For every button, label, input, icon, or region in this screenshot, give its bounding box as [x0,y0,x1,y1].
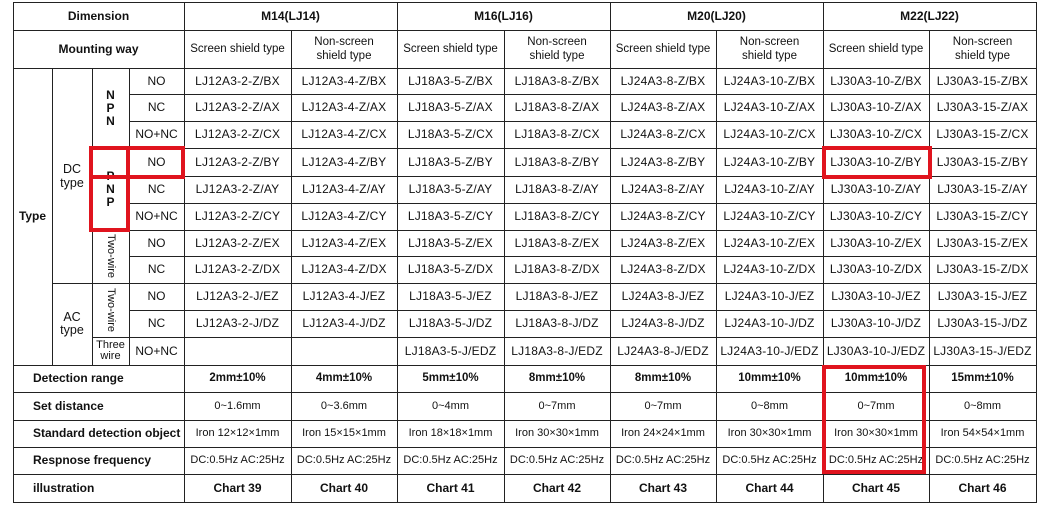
spec-value: DC:0.5Hz AC:25Hz [509,454,605,466]
spec-label: Detection range [33,371,124,385]
pnp-label-letter: P [106,194,115,209]
table-rule [929,30,930,503]
model-cell: LJ12A3-2-J/EZ [196,289,279,303]
model-cell: LJ18A3-5-J/EZ [409,289,492,303]
spec-value: 0~4mm [432,399,469,412]
model-cell: LJ12A3-4-Z/CY [301,209,387,223]
pnp-label-letter: N [106,181,115,196]
spec-value: Iron 18×18×1mm [408,427,493,439]
non-screen-shield-header: Non-screen shield type [527,36,587,62]
spec-value: Iron 15×15×1mm [302,427,386,439]
highlight-specs [822,365,926,474]
model-cell: LJ18A3-8-J/EDZ [511,343,603,358]
output-type-cell: NO [147,289,166,303]
spec-value: Iron 30×30×1mm [834,427,918,439]
model-cell: LJ24A3-10-Z/BY [723,154,816,169]
spec-value: 10mm±10% [738,372,801,384]
model-cell: LJ12A3-2-Z/BY [195,154,280,169]
model-cell: LJ18A3-8-Z/BX [514,73,600,88]
output-type-cell: NC [147,182,166,196]
model-cell: LJ30A3-10-J/DZ [830,316,922,330]
model-cell: LJ12A3-4-J/EZ [302,289,386,303]
model-cell: LJ12A3-4-J/DZ [302,316,386,330]
chart-link: Chart 46 [958,480,1007,495]
output-type-cell: NO [147,73,166,88]
model-cell: LJ18A3-5-Z/BX [408,73,493,88]
model-cell: LJ18A3-8-J/EZ [515,289,599,303]
spec-value: 8mm±10% [634,372,692,384]
dc-type-label: DC type [60,161,84,190]
spec-value: 10mm±10% [844,372,908,384]
model-cell: LJ18A3-5-Z/EX [408,235,493,250]
table-rule [129,256,1037,257]
non-screen-shield-header: Non-screen shield type [952,36,1013,62]
table-rule [129,94,1037,95]
model-cell [184,337,291,365]
model-cell: LJ18A3-8-Z/BY [514,154,600,169]
spec-value: Iron 30×30×1mm [727,427,812,439]
table-rule [129,203,1037,204]
model-cell: LJ18A3-8-Z/CY [514,209,600,223]
model-cell: LJ30A3-10-Z/AX [830,100,922,114]
model-cell: LJ12A3-2-Z/AX [195,100,280,114]
size-header: M20(LJ20) [687,8,746,23]
output-type-cell: NC [147,262,166,276]
ac-type-label: AC type [60,310,84,337]
two-wire-label-ac: Two-wire [105,287,117,332]
table-rule [504,30,505,503]
model-cell: LJ30A3-15-Z/BY [936,154,1029,169]
model-cell: LJ30A3-10-Z/BX [830,73,922,88]
dimension-header: Dimension [67,8,130,23]
model-cell: LJ12A3-2-Z/CY [194,209,281,223]
model-cell: LJ12A3-4-Z/CX [301,127,387,141]
model-cell: LJ18A3-5-Z/AX [408,100,493,114]
spec-label: Standard detection object [33,426,181,440]
table-rule [129,310,1037,311]
chart-link: Chart 44 [745,480,794,495]
model-cell: LJ12A3-2-Z/AY [195,182,280,196]
model-cell: LJ30A3-15-Z/AX [936,100,1029,114]
table-rule [13,474,1037,475]
model-cell: LJ24A3-8-Z/CY [620,209,706,223]
table-rule [397,2,398,503]
table-rule [129,337,1037,338]
spec-value: 0~8mm [964,399,1001,412]
model-cell: LJ24A3-10-Z/CX [723,127,816,141]
output-type-cell: NO [147,154,166,169]
model-cell: LJ18A3-8-J/DZ [515,316,599,330]
table-rule [610,2,611,503]
model-cell: LJ30A3-15-Z/CY [936,209,1029,223]
model-cell: LJ18A3-8-Z/EX [514,235,600,250]
model-cell: LJ18A3-5-Z/CX [407,127,494,141]
spec-value: DC:0.5Hz AC:25Hz [828,454,924,466]
table-rule [13,2,1037,3]
model-cell: LJ24A3-10-J/EZ [724,289,815,303]
model-cell: LJ18A3-5-J/EDZ [404,343,497,358]
model-cell: LJ24A3-8-Z/CX [620,127,706,141]
spec-value: Iron 24×24×1mm [621,427,705,439]
model-cell: LJ24A3-10-J/DZ [724,316,815,330]
table-rule [129,121,1037,122]
spec-value: DC:0.5Hz AC:25Hz [615,454,711,466]
model-cell: LJ18A3-8-Z/AY [515,182,599,196]
spec-value: Iron 12×12×1mm [195,427,280,439]
table-rule [291,30,292,503]
chart-link: Chart 42 [532,480,582,495]
spec-label: Respnose frequency [33,453,152,467]
npn-label-letter: N [106,113,115,128]
model-cell: LJ30A3-15-Z/EX [936,235,1029,250]
model-cell: LJ18A3-5-Z/CY [407,209,494,223]
model-cell [291,337,397,365]
npn-label-letter: N [106,87,115,102]
spec-value: 0~8mm [751,399,788,412]
spec-label: Set distance [33,398,104,413]
chart-link: Chart 45 [851,480,901,495]
model-cell: LJ24A3-8-Z/BX [620,73,706,88]
table-rule [13,502,1037,503]
model-cell: LJ12A3-2-Z/DX [194,262,281,276]
spec-value: 5mm±10% [422,372,479,384]
table-rule [52,68,53,366]
spec-value: 2mm±10% [209,372,266,384]
npn-label-letter: P [106,100,115,115]
spec-value: 0~7mm [644,399,682,412]
size-header: M22(LJ22) [900,8,959,23]
model-cell: LJ12A3-4-Z/BX [301,73,387,88]
model-cell: LJ24A3-8-Z/AX [620,100,706,114]
output-type-cell: NO+NC [135,127,178,141]
model-cell: LJ24A3-8-Z/DX [620,262,706,276]
table-rule [13,30,1037,31]
type-label: Type [18,209,47,223]
size-header: M16(LJ16) [474,8,533,23]
spec-label: illustration [33,480,95,495]
model-cell: LJ30A3-15-J/EDZ [933,343,1032,358]
model-cell: LJ30A3-15-J/EZ [937,289,1028,303]
table-rule [52,283,130,284]
spec-value: DC:0.5Hz AC:25Hz [190,454,285,466]
model-cell: LJ12A3-4-Z/DX [301,262,387,276]
model-cell: LJ30A3-10-Z/BY [830,154,922,169]
output-type-cell: NC [147,316,166,330]
model-cell: LJ30A3-15-Z/CX [936,127,1029,141]
model-cell: LJ18A3-5-Z/AY [408,182,493,196]
pnp-label-letter: P [106,168,115,183]
model-cell: LJ24A3-8-J/EDZ [617,343,709,358]
table-rule [92,337,130,338]
model-cell: LJ24A3-10-Z/AX [723,100,816,114]
model-cell: LJ18A3-5-J/DZ [408,316,493,330]
table-rule [716,30,717,503]
chart-link: Chart 40 [319,480,369,495]
spec-value: DC:0.5Hz AC:25Hz [403,454,498,466]
table-rule [13,68,1037,69]
model-cell: LJ24A3-10-Z/DX [723,262,816,276]
model-cell: LJ24A3-8-Z/AY [621,182,705,196]
model-cell: LJ12A3-2-Z/EX [195,235,280,250]
model-cell: LJ24A3-10-Z/CY [723,209,816,223]
model-cell: LJ30A3-10-Z/CX [829,127,923,141]
mounting-way-header: Mounting way [58,41,139,56]
model-cell: LJ24A3-10-Z/EX [723,235,816,250]
model-cell: LJ24A3-10-J/EDZ [720,343,819,358]
model-cell: LJ12A3-2-Z/BX [195,73,280,88]
chart-link: Chart 43 [638,480,688,495]
model-cell: LJ24A3-8-J/EZ [621,289,705,303]
model-cell: LJ18A3-5-Z/BY [408,154,493,169]
spec-value: 0~1.6mm [214,399,261,412]
model-cell: LJ12A3-4-Z/AY [302,182,386,196]
model-cell: LJ12A3-2-J/DZ [195,316,280,330]
spec-value: 15mm±10% [951,372,1014,384]
output-type-cell: NO+NC [135,209,178,223]
model-cell: LJ24A3-8-Z/EX [620,235,706,250]
non-screen-shield-header: Non-screen shield type [739,36,800,62]
spec-value: 0~3.6mm [320,399,368,412]
model-cell: LJ30A3-10-Z/EX [830,235,922,250]
table-rule [1036,2,1037,503]
table-rule [13,2,14,503]
npn-label [92,68,129,148]
spec-value: 0~7mm [538,399,576,412]
model-cell: LJ18A3-8-Z/CX [514,127,600,141]
spec-value: Iron 30×30×1mm [515,427,599,439]
non-screen-shield-header: Non-screen shield type [314,36,374,62]
model-cell: LJ18A3-8-Z/DX [514,262,600,276]
highlight-pnp [89,146,130,232]
model-cell: LJ30A3-10-Z/CY [829,209,923,223]
output-type-cell: NO [147,235,166,250]
table-rule [129,230,1037,231]
screen-shield-header: Screen shield type [190,43,285,55]
spec-value: DC:0.5Hz AC:25Hz [296,454,392,466]
model-cell: LJ12A3-4-Z/BY [301,154,387,169]
spec-value: 0~7mm [857,399,895,412]
model-cell: LJ30A3-10-J/EDZ [826,343,926,358]
model-cell: LJ18A3-5-Z/DX [407,262,494,276]
table-rule [129,283,1037,284]
model-cell: LJ24A3-10-Z/BX [723,73,816,88]
model-cell: LJ24A3-10-Z/AY [724,182,815,196]
screen-shield-header: Screen shield type [615,43,711,55]
model-cell: LJ24A3-8-Z/BY [620,154,706,169]
output-type-cell: NO+NC [135,343,178,358]
model-cell: LJ12A3-4-Z/AX [301,100,387,114]
model-cell: LJ30A3-10-Z/DX [829,262,923,276]
output-type-cell: NC [147,100,166,114]
model-cell: LJ30A3-15-Z/BX [936,73,1029,88]
spec-value: 8mm±10% [528,372,586,384]
model-cell: LJ30A3-10-J/EZ [831,289,921,303]
size-header: M14(LJ14) [261,8,320,23]
two-wire-label-dc: Two-wire [105,234,117,279]
highlight-model [822,146,932,179]
spec-value: DC:0.5Hz AC:25Hz [935,454,1030,466]
model-cell: LJ24A3-8-J/DZ [621,316,705,330]
chart-link: Chart 39 [213,480,262,495]
model-cell: LJ12A3-2-Z/CX [194,127,281,141]
model-cell: LJ12A3-4-Z/EX [301,235,387,250]
three-wire-label: Three wire [96,339,125,362]
chart-link: Chart 41 [426,480,475,495]
spec-value: 4mm±10% [315,372,373,384]
spec-value: DC:0.5Hz AC:25Hz [722,454,817,466]
model-cell: LJ30A3-10-Z/AY [830,182,922,196]
model-cell: LJ30A3-15-Z/AY [937,182,1028,196]
screen-shield-header: Screen shield type [403,43,498,55]
model-cell: LJ30A3-15-J/DZ [937,316,1028,330]
model-cell: LJ18A3-8-Z/AX [514,100,600,114]
spec-value: Iron 54×54×1mm [940,427,1025,439]
table-rule [184,2,185,503]
model-cell: LJ30A3-15-Z/DX [936,262,1029,276]
screen-shield-header: Screen shield type [828,43,924,55]
